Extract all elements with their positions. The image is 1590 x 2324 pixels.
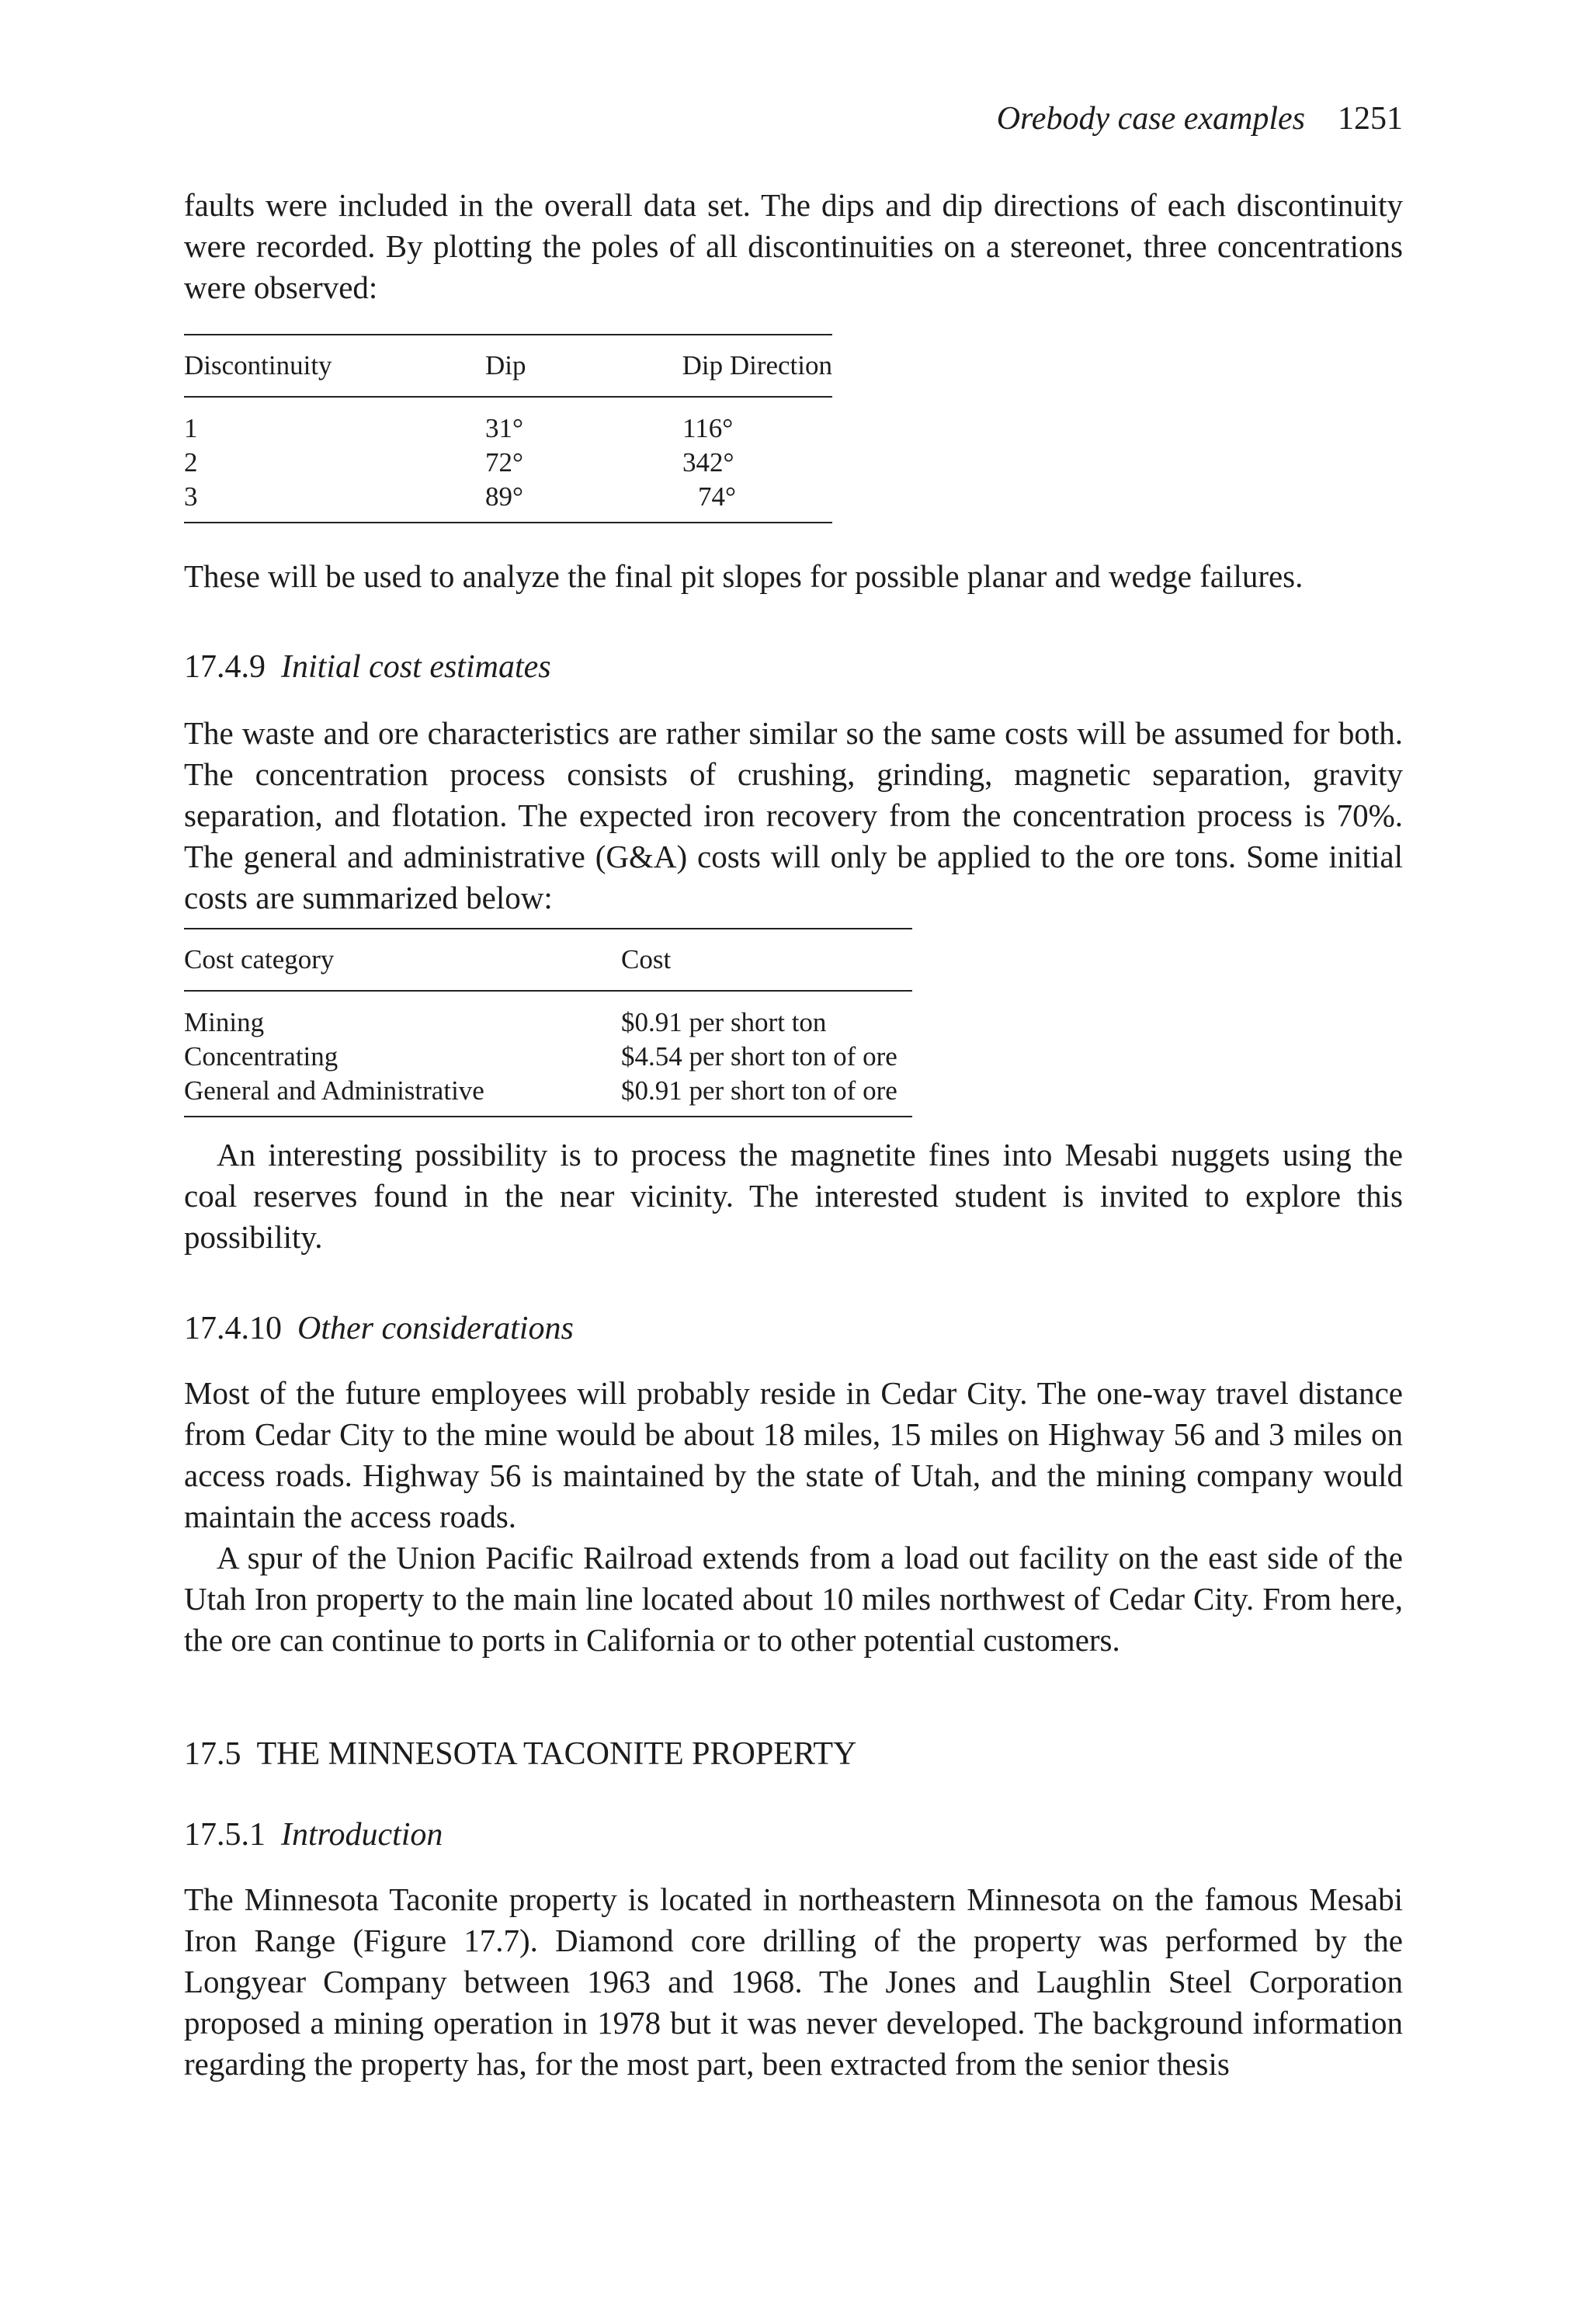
dip-direction-value: 74° [673,480,832,523]
column-header-cost: Cost [621,929,912,991]
discontinuity-id: 1 [184,413,198,443]
running-head [997,102,1403,135]
paragraph-discontinuities-intro: faults were included in the overall data set. The dips and dip directions of each discontinuity were recorded. By plotting the poles of all discontinuities on a stereonet, three concentrations were observed: [184,187,1403,305]
dip-value: 89° [485,480,673,523]
dip-direction-value: 116° [682,413,734,443]
cost-category: Mining [184,1007,265,1037]
paragraph-mesabi-nuggets: An interesting possibility is to process the magnetite fines into Mesabi nuggets using the coal reserves found in the near vicinity. The interested student is invited to explore this possibility. [184,1137,1403,1255]
cost-value: $4.54 per short ton of ore [621,1041,897,1072]
running-head-title: Orebody case examples [996,101,1305,137]
section-heading-other-considerations [184,1312,574,1345]
paragraph-railroad: A spur of the Union Pacific Railroad extends from a load out facility on the east side of the Utah Iron property to the main line located about 10 miles northwest of Cedar City. From here, the ore can continue to ports in California or to other potential customers. [184,1540,1403,1658]
section-title: Introduction [281,1817,443,1853]
table-row [184,446,832,480]
section-title: Other considerations [297,1311,574,1346]
column-header-dip: Dip [485,335,673,397]
section-number: 17.4.9 [184,649,266,685]
discontinuity-id: 3 [184,480,485,523]
discontinuity-table [184,334,832,523]
discontinuity-id: 2 [184,447,198,478]
cost-value: $0.91 per short ton of ore [621,1074,912,1117]
paragraph-analysis-note: These will be used to analyze the final pit slopes for possible planar and wedge failures. [184,558,1304,594]
table-row [184,397,832,446]
table-header-row [184,929,912,991]
paragraph-cost-intro: The waste and ore characteristics are rather similar so the same costs will be assumed for both. The concentration process consists of crushing, grinding, magnetic separation, gravity separation, and flotation. The expected iron recovery from the concentration process is 70%. The general and administrative (G&A) costs will only be applied to the ore tons. Some initial costs are summarized below: [184,715,1403,915]
paragraph-employees-travel: Most of the future employees will probably reside in Cedar City. The one-way travel distance from Cedar City to the mine would be about 18 miles, 15 miles on Highway 56 and 3 miles on access roads. Highway 56 is maintained by the state of Utah, and the mining company would maintain the access roads. [184,1375,1403,1534]
table-row [184,991,912,1040]
dip-value: 31° [485,413,523,443]
cost-table [184,928,912,1117]
table-row [184,480,832,523]
cost-category: Concentrating [184,1041,338,1072]
cost-value: $0.91 per short ton [621,1007,827,1037]
section-heading-introduction [184,1819,443,1851]
cost-category: General and Administrative [184,1074,621,1117]
column-header-cost-category: Cost category [184,929,621,991]
section-title: Initial cost estimates [281,649,551,685]
dip-value: 72° [485,447,523,478]
page-number: 1251 [1338,101,1403,137]
table-row [184,1040,912,1074]
section-title: THE MINNESOTA TACONITE PROPERTY [256,1736,857,1772]
paragraph-minnesota-intro: The Minnesota Taconite property is located in northeastern Minnesota on the famous Mesabi Iron Range (Figure 17.7). Diamond core drilling of the property was performed by the Longyear Company between 1963 and 1968. The Jones and Laughlin Steel Corporation proposed a mining operation in 1978 but it was never developed. The background information regarding the property has, for the most part, been extracted from the senior thesis [184,1881,1403,2082]
section-number: 17.4.10 [184,1311,282,1346]
section-number: 17.5 [184,1736,241,1772]
table-row [184,1074,912,1117]
section-heading-initial-cost-estimates [184,651,551,683]
column-header-dip-direction: Dip Direction [673,335,832,397]
section-number: 17.5.1 [184,1817,266,1853]
section-heading-minnesota-taconite [184,1738,856,1770]
table-header-row [184,335,832,397]
dip-direction-value: 342° [682,447,734,478]
column-header-discontinuity: Discontinuity [184,335,485,397]
